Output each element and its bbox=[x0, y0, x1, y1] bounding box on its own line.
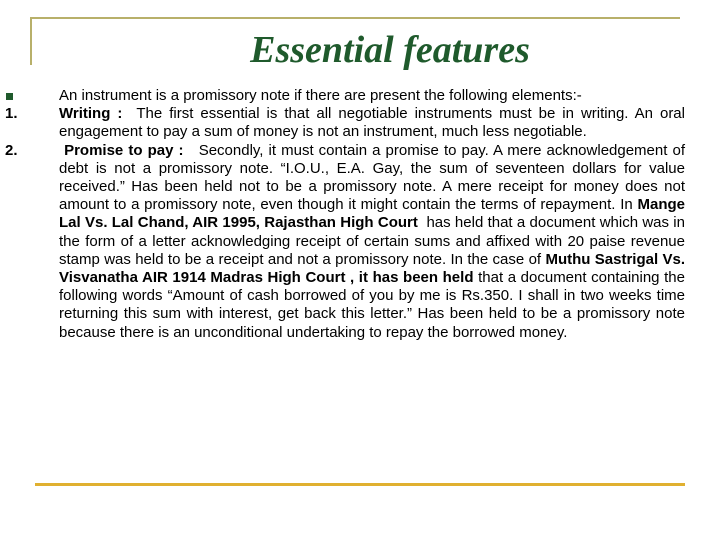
item-body-part1: Secondly, it must contain a promise to pay. A mere acknowledgement of debt is not a promissory note. “I.O.U., E.A. Gay, the sum of seventeen dollars for value received.” Has been held not to be a promissory note. A mere receipt for money does not amount to a promissory note, even though it might contain the terms of repayment. In bbox=[59, 141, 685, 214]
item-heading: Writing : bbox=[59, 105, 123, 123]
square-bullet-icon bbox=[5, 87, 59, 105]
slide-content bbox=[5, 87, 685, 342]
frame-top-line bbox=[30, 17, 680, 19]
item-number: 1. bbox=[5, 105, 18, 123]
item-number: 2. bbox=[5, 141, 18, 159]
list-item-promise bbox=[5, 142, 685, 342]
case-citation-muthu-sastrigal: Muthu Sastrigal Vs. Visvanatha AIR 1914 Madras High Court , it has been held bbox=[59, 250, 685, 287]
slide-title: Essential features bbox=[250, 29, 530, 71]
item-text bbox=[59, 142, 685, 342]
intro-text: An instrument is a promissory note if there are present the following elements:- bbox=[59, 87, 582, 104]
list-item-writing bbox=[5, 105, 685, 141]
frame-bottom-line bbox=[35, 483, 685, 486]
item-body-part2: has held that a document which was in the form of a letter acknowledging receipt of certain sums and affixed with 20 paise revenue stamp was held to be a receipt and not a promissory note. In the case of bbox=[59, 214, 685, 268]
item-body: The first essential is that all negotiable instruments must be in writing. An oral engagement to pay a sum of money is not an instrument, much less negotiable. bbox=[59, 105, 685, 141]
item-text bbox=[59, 105, 685, 141]
item-heading: Promise to pay : bbox=[64, 141, 184, 159]
intro-paragraph bbox=[5, 87, 685, 105]
item-body-part3: that a document containing the following words “Amount of cash borrowed of you by me is Rs.350. I shall in two weeks time returning this sum with interest, get back this letter.” Has been held to be a promissory note because there is an unconditional undertaking to repay the borrowed money. bbox=[59, 269, 685, 341]
case-citation-mange-lal: Mange Lal Vs. Lal Chand, AIR 1995, Rajasthan High Court bbox=[59, 196, 685, 232]
